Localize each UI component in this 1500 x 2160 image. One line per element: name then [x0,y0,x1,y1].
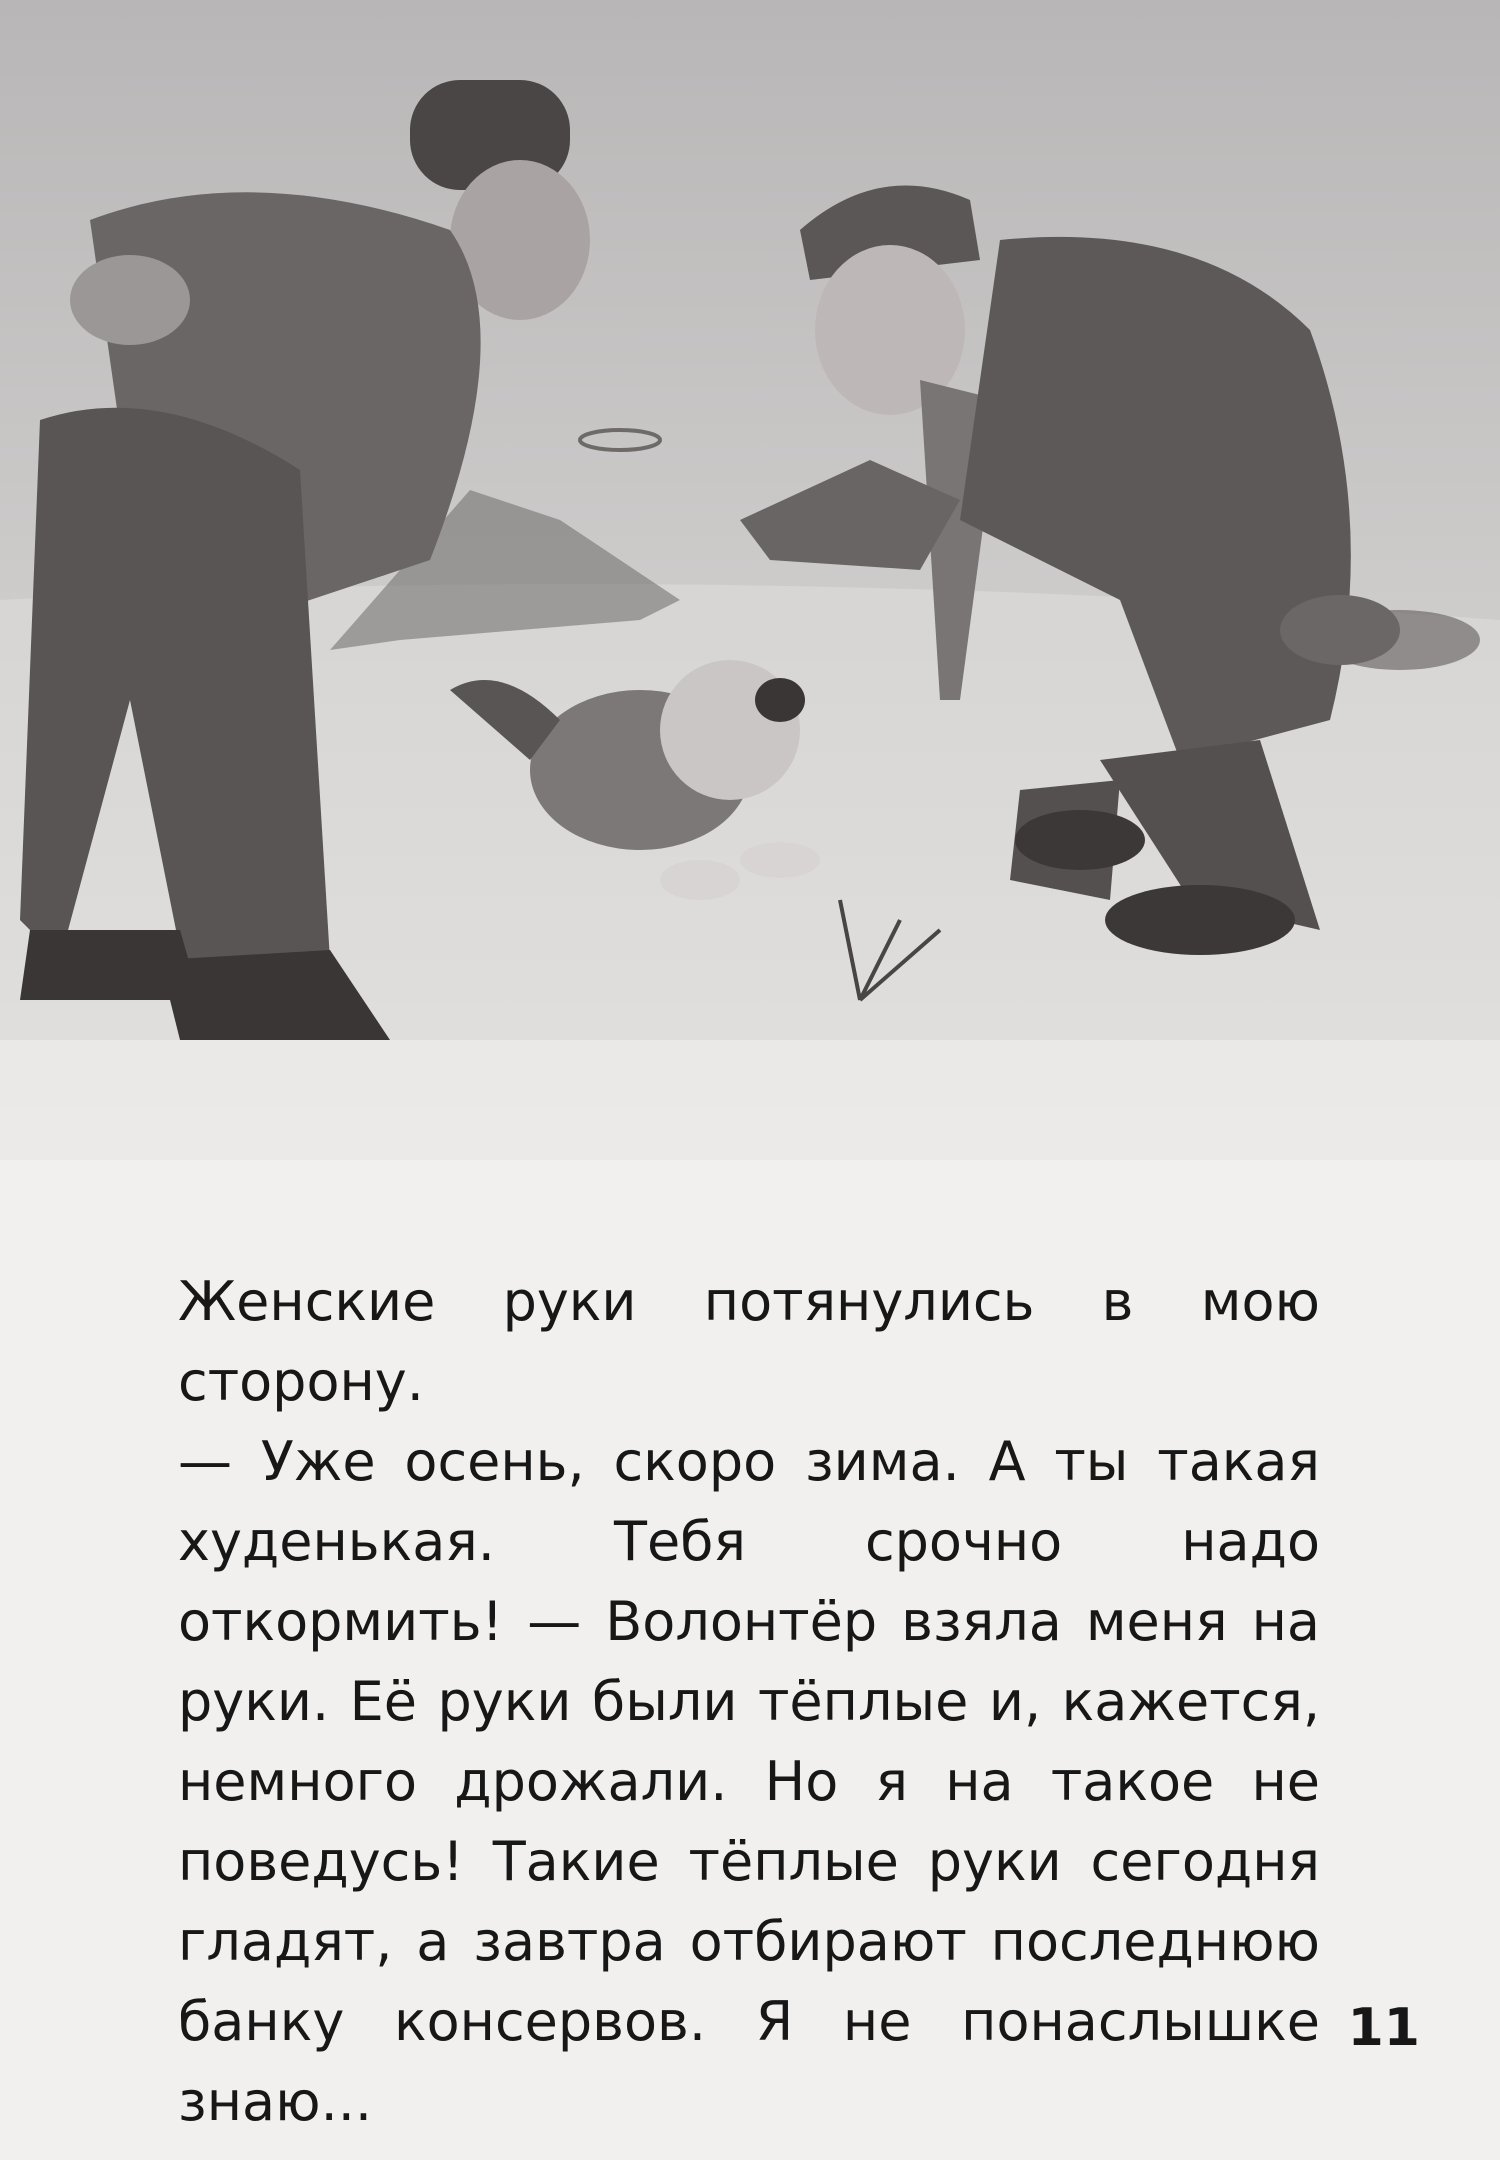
page-number: 11 [1347,1998,1420,2058]
story-text [178,1262,1320,2142]
paragraph-2: — Уже осень, скоро зима. А ты такая худенькая. Тебя срочно надо откормить! — Волонтёр взяла меня на руки. Её руки были тёплые и, кажется, немного дрожали. Но я на такое не поведусь! Такие тёплые руки сегодня гладят, а завтра отбирают последнюю банку консервов. Я не понаслышке знаю... [178,1430,1320,2133]
paragraph-1: Женские руки потянулись в мою сторону. [178,1270,1320,1413]
